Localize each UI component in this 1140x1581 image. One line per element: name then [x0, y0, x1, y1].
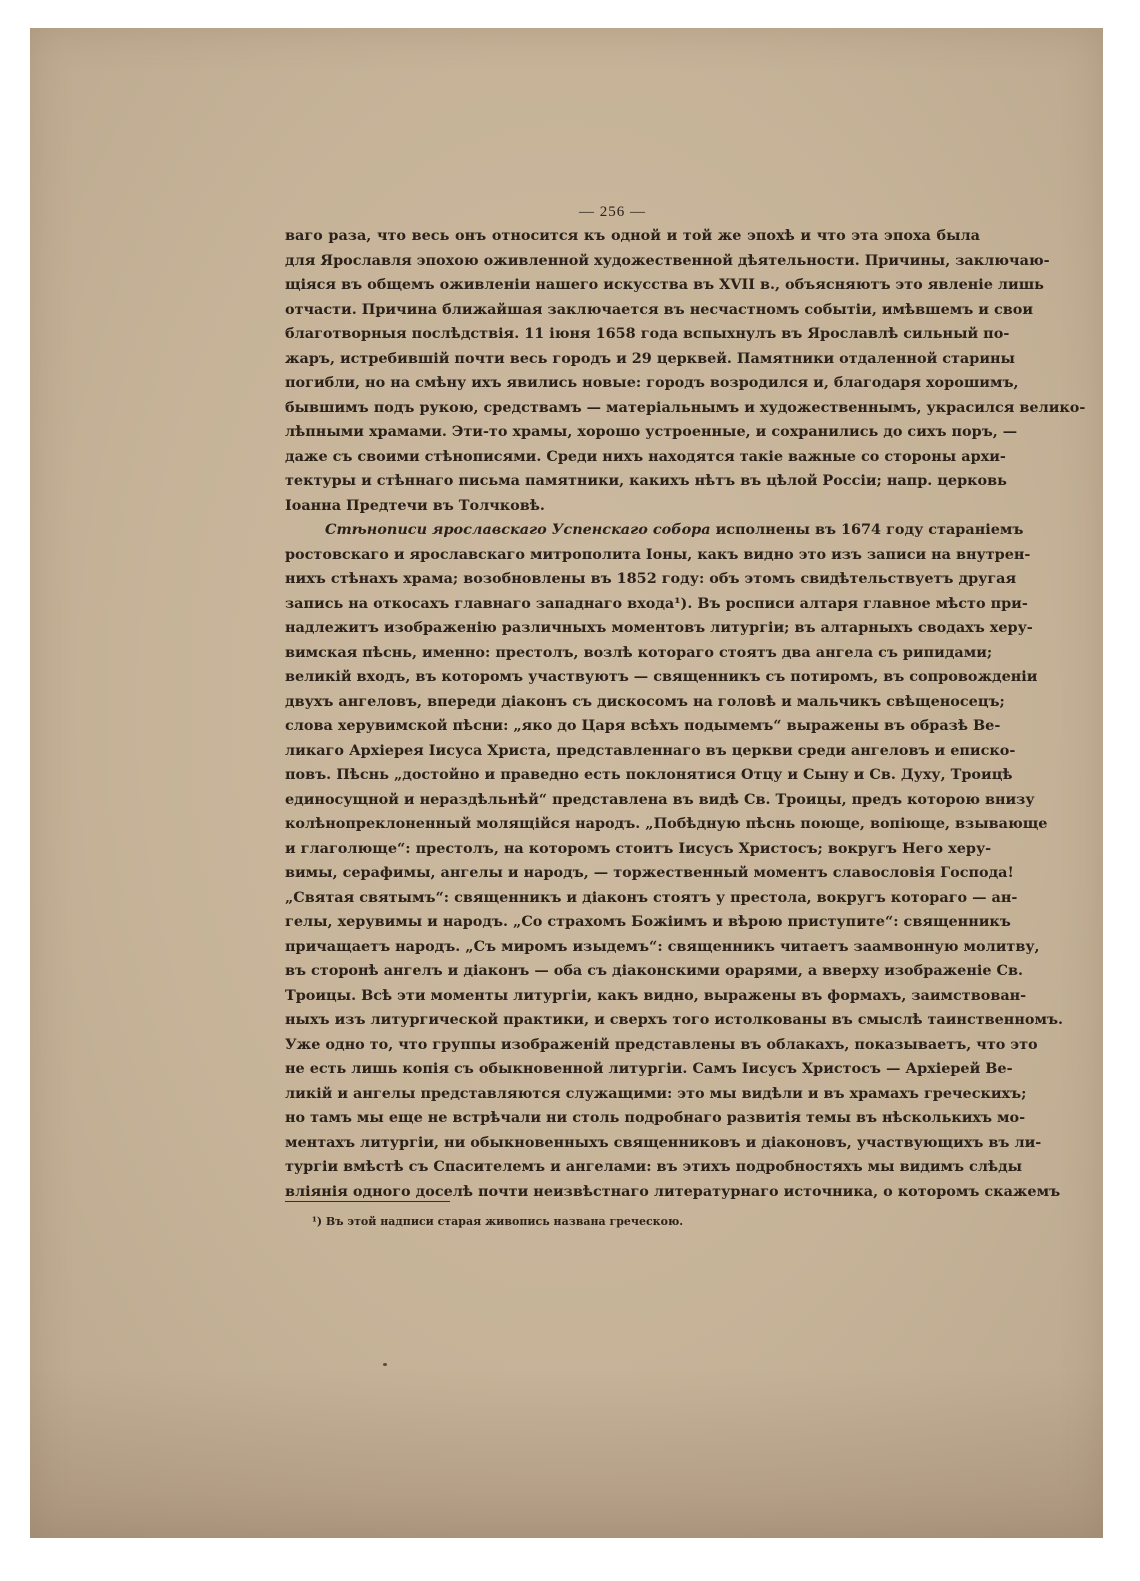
- text-line: даже съ своими стѣнописями. Среди нихъ находятся такіе важные со стороны архи-: [285, 447, 1006, 465]
- text-line: ваго раза, что весь онъ относится къ одной и той же эпохѣ и что эта эпоха была: [285, 227, 980, 244]
- text-line: Іоанна Предтечи въ Толчковѣ.: [285, 496, 545, 514]
- text-line: тектуры и стѣннаго письма памятники, какихъ нѣтъ въ цѣлой Россіи; напр. церковь: [285, 472, 1007, 489]
- footnote: ¹) Въ этой надписи старая живопись названа греческою.: [312, 1215, 684, 1228]
- text-line: причащаетъ народъ. „Съ миромъ изыдемъ“: священникъ читаетъ заамвонную молитву,: [285, 937, 1040, 955]
- text-line: повъ. Пѣснь „достойно и праведно есть поклонятися Отцу и Сыну и Св. Духу, Троицѣ: [285, 766, 1013, 783]
- text-line: вимы, серафимы, ангелы и народъ, — торжественный моментъ славословія Господа!: [285, 864, 1014, 881]
- text-line: благотворныя послѣдствія. 11 іюня 1658 года вспыхнулъ въ Ярославлѣ сильный по-: [285, 325, 1010, 342]
- footnote-divider: [285, 1201, 450, 1202]
- text-line: но тамъ мы еще не встрѣчали ни столь подробнаго развитія темы въ нѣсколькихъ мо-: [285, 1109, 1026, 1126]
- text-line: щіяся въ общемъ оживленіи нашего искусства въ XVII в., объясняютъ это явленіе лишь: [285, 276, 1044, 293]
- text-line: ликій и ангелы представляются служащими: это мы видѣли и въ храмахъ греческихъ;: [285, 1084, 1027, 1102]
- text-line: ментахъ литургіи, ни обыкновенныхъ священниковъ и діаконовъ, участвующихъ въ ли-: [285, 1133, 1042, 1151]
- text-line: вліянія одного доселѣ почти неизвѣстнаго литературнаго источника, о которомъ скажемъ: [285, 1182, 1061, 1200]
- italic-heading: Стѣнописи ярославскаго Успенскаго собора: [325, 521, 711, 538]
- text-line: гелы, херувимы и народъ. „Со страхомъ Божіимъ и вѣрою приступите“: священникъ: [285, 913, 1011, 930]
- text-line: единосущной и нераздѣльнѣй“ представлена въ видѣ Св. Троицы, предъ которою внизу: [285, 790, 1035, 808]
- text-line: ростовскаго и ярославскаго митрополита Іоны, какъ видно это изъ записи на внутрен-: [285, 545, 1031, 563]
- text-line: и глаголюще“: престолъ, на которомъ стоитъ Іисусъ Христосъ; вокругъ Него херу-: [285, 839, 992, 857]
- text-line: нихъ стѣнахъ храма; возобновлены въ 1852 году: объ этомъ свидѣтельствуетъ другая: [285, 570, 1017, 587]
- text-line: отчасти. Причина ближайшая заключается въ несчастномъ событіи, имѣвшемъ и свои: [285, 300, 1034, 318]
- paragraph-first-line-rest: исполнены въ 1674 году стараніемъ: [710, 521, 1024, 538]
- text-line: ныхъ изъ литургической практики, и сверхъ того истолкованы въ смыслѣ таинственномъ.: [285, 1011, 1063, 1028]
- text-line: жаръ, истребившій почти весь городъ и 29 церквей. Памятники отдаленной старины: [285, 349, 1015, 367]
- main-text: [285, 200, 1086, 1204]
- text-line: двухъ ангеловъ, впереди діаконъ съ дискосомъ на головѣ и мальчикъ свѣщеносецъ;: [285, 692, 1005, 710]
- page-number: — 256 —: [579, 204, 646, 220]
- text-line: тургіи вмѣстѣ съ Спасителемъ и ангелами: въ этихъ подробностяхъ мы видимъ слѣды: [285, 1158, 1023, 1175]
- text-line: для Ярославля эпохою оживленной художественной дѣятельности. Причины, заключаю-: [285, 251, 1050, 269]
- text-line: слова херувимской пѣсни: „яко до Царя всѣхъ подымемъ“ выражены въ образѣ Ве-: [285, 717, 1001, 734]
- text-line: ликаго Архіерея Іисуса Христа, представленнаго въ церкви среди ангеловъ и еписко-: [285, 741, 1016, 759]
- page-stain: [30, 1368, 1103, 1538]
- text-line: бывшимъ подъ рукою, средствамъ — матеріальнымъ и художественнымъ, украсился велико-: [285, 398, 1086, 416]
- paragraph-first-line: [285, 518, 1024, 543]
- text-line: надлежитъ изображенію различныхъ моментовъ литургіи; въ алтарныхъ сводахъ херу-: [285, 619, 1033, 636]
- text-line: въ сторонѣ ангелъ и діаконъ — оба съ діаконскими орарями, а вверху изображеніе Св.: [285, 962, 1023, 979]
- text-line: „Святая святымъ“: священникъ и діаконъ стоятъ у престола, вокругъ котораго — ан-: [285, 888, 1018, 906]
- text-line: погибли, но на смѣну ихъ явились новые: городъ возродился и, благодаря хорошимъ,: [285, 374, 1019, 391]
- text-line: великій входъ, въ которомъ участвуютъ — священникъ съ потиромъ, въ сопровожденіи: [285, 668, 1038, 685]
- text-line: лѣпными храмами. Эти-то храмы, хорошо устроенные, и сохранились до сихъ поръ, —: [285, 423, 1018, 440]
- text-line: не есть лишь копія съ обыкновенной литургіи. Самъ Іисусъ Христосъ — Архіерей Ве-: [285, 1060, 1013, 1077]
- text-line: Троицы. Всѣ эти моменты литургіи, какъ видно, выражены въ формахъ, заимствован-: [285, 986, 1027, 1004]
- text-line: колѣнопреклоненный молящійся народъ. „Побѣдную пѣснь поюще, вопіюще, взывающе: [285, 815, 1048, 832]
- text-line: вимская пѣснь, именно: престолъ, возлѣ котораго стоятъ два ангела съ рипидами;: [285, 643, 993, 661]
- ink-speck: [383, 1363, 387, 1366]
- text-line: запись на откосахъ главнаго западнаго входа¹). Въ росписи алтаря главное мѣсто при-: [285, 594, 1028, 612]
- text-line: Уже одно то, что группы изображеній представлены въ облакахъ, показываетъ, что это: [285, 1035, 1038, 1053]
